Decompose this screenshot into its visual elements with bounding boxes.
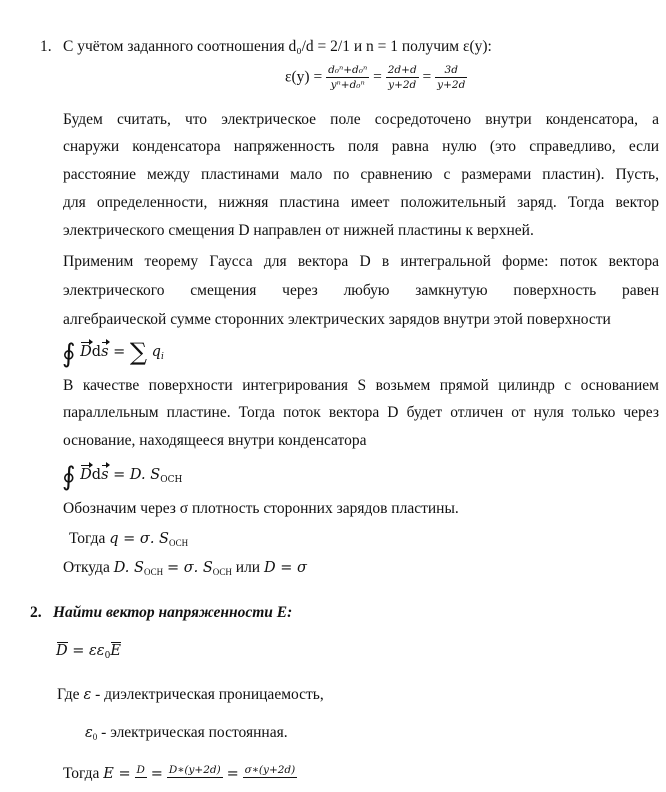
- formula-epsilon: ε(y) = $\frac{\text{d₀ⁿ+d₀ⁿ}}{\text{yⁿ+d₀ⁿ}}$ = $\frac{2d+d}{y+2d}$ = $\frac{3d}{y+2d}$: [285, 64, 466, 91]
- para1-line: для определенности, нижняя пластина имеет положительный заряд. Тогда вектор: [63, 194, 659, 211]
- para2-line: Применим теорему Гаусса для вектора D в интегральной форме: поток вектора: [63, 253, 659, 270]
- field-strength-formula: Тогда E = D = D∗(y+2d) = σ∗(y+2d): [63, 764, 297, 792]
- electric-constant-definition: $\varepsilon_0$ - электрическая постоянная.: [85, 724, 288, 742]
- para3-line: В качестве поверхности интегрирования S возьмем прямой цилиндр с основанием: [63, 377, 659, 394]
- para3-line: основание, находящееся внутри конденсатора: [63, 432, 367, 449]
- formula-epsilon-lhs: ε(y) =: [285, 68, 323, 86]
- para2-line: электрического смещения через любую замкнутую поверхность равен: [63, 282, 659, 299]
- e-fraction-1: D: [136, 764, 145, 776]
- item-1-number: 1.: [40, 38, 52, 55]
- fraction-1: $\frac{\text{d₀ⁿ+d₀ⁿ}}{\text{yⁿ+d₀ⁿ}}$: [328, 64, 368, 91]
- e-fraction-2: D∗(y+2d): [168, 764, 221, 776]
- sigma-definition: Обозначим через σ плотность сторонних зарядов пластины.: [63, 500, 459, 517]
- d-e-relation: $D = \varepsilon\varepsilon_0E$: [56, 643, 121, 661]
- para3-line: параллельным пластине. Тогда поток вектора D будет отличен от нуля только через: [63, 404, 659, 421]
- para1-line: расстояние между пластинами мало по сравнению с размерами пластин). Пусть,: [63, 166, 659, 183]
- charge-relation: Тогда q = σ. $S_{ОСН}$: [69, 530, 189, 548]
- para1-line: Будем считать, что электрическое поле сосредоточено внутри конденсатора, а: [63, 111, 659, 128]
- fraction-2: $\frac{2d+d}{y+2d}$: [387, 64, 417, 91]
- fraction-3: $\frac{3d}{y+2d}$: [437, 64, 466, 91]
- gauss-law-formula: ∮ Dds = ∑ $q_i$: [62, 338, 164, 369]
- permittivity-definition: Где ε - диэлектрическая проницаемость,: [57, 686, 324, 703]
- item-2-number: 2.: [30, 604, 42, 621]
- displacement-result: Откуда D. $S_{ОСН} = \sigma$. $S_{ОСН}$ или D = σ: [63, 559, 307, 577]
- gauss-law-capacitor: ∮ Dds = D. $S_{ОСН}$: [62, 462, 183, 492]
- e-fraction-3: σ∗(y+2d): [244, 764, 296, 776]
- contour-integral-icon: ∮: [62, 462, 76, 492]
- contour-integral-icon: ∮: [62, 339, 76, 369]
- para1-line: снаружи конденсатора напряженность поля равна нулю (это справедливо, если: [63, 138, 659, 155]
- para1-line: электрического смещения D направлен от нижней пластины к верхней.: [63, 222, 534, 239]
- item-1-intro: С учётом заданного соотношения d₀/d = 2/1 и n = 1 получим ε(y):: [63, 38, 492, 55]
- item-2-title: Найти вектор напряженности E:: [53, 604, 293, 621]
- para2-line: алгебраической сумме сторонних электрических зарядов внутри этой поверхности: [63, 311, 611, 328]
